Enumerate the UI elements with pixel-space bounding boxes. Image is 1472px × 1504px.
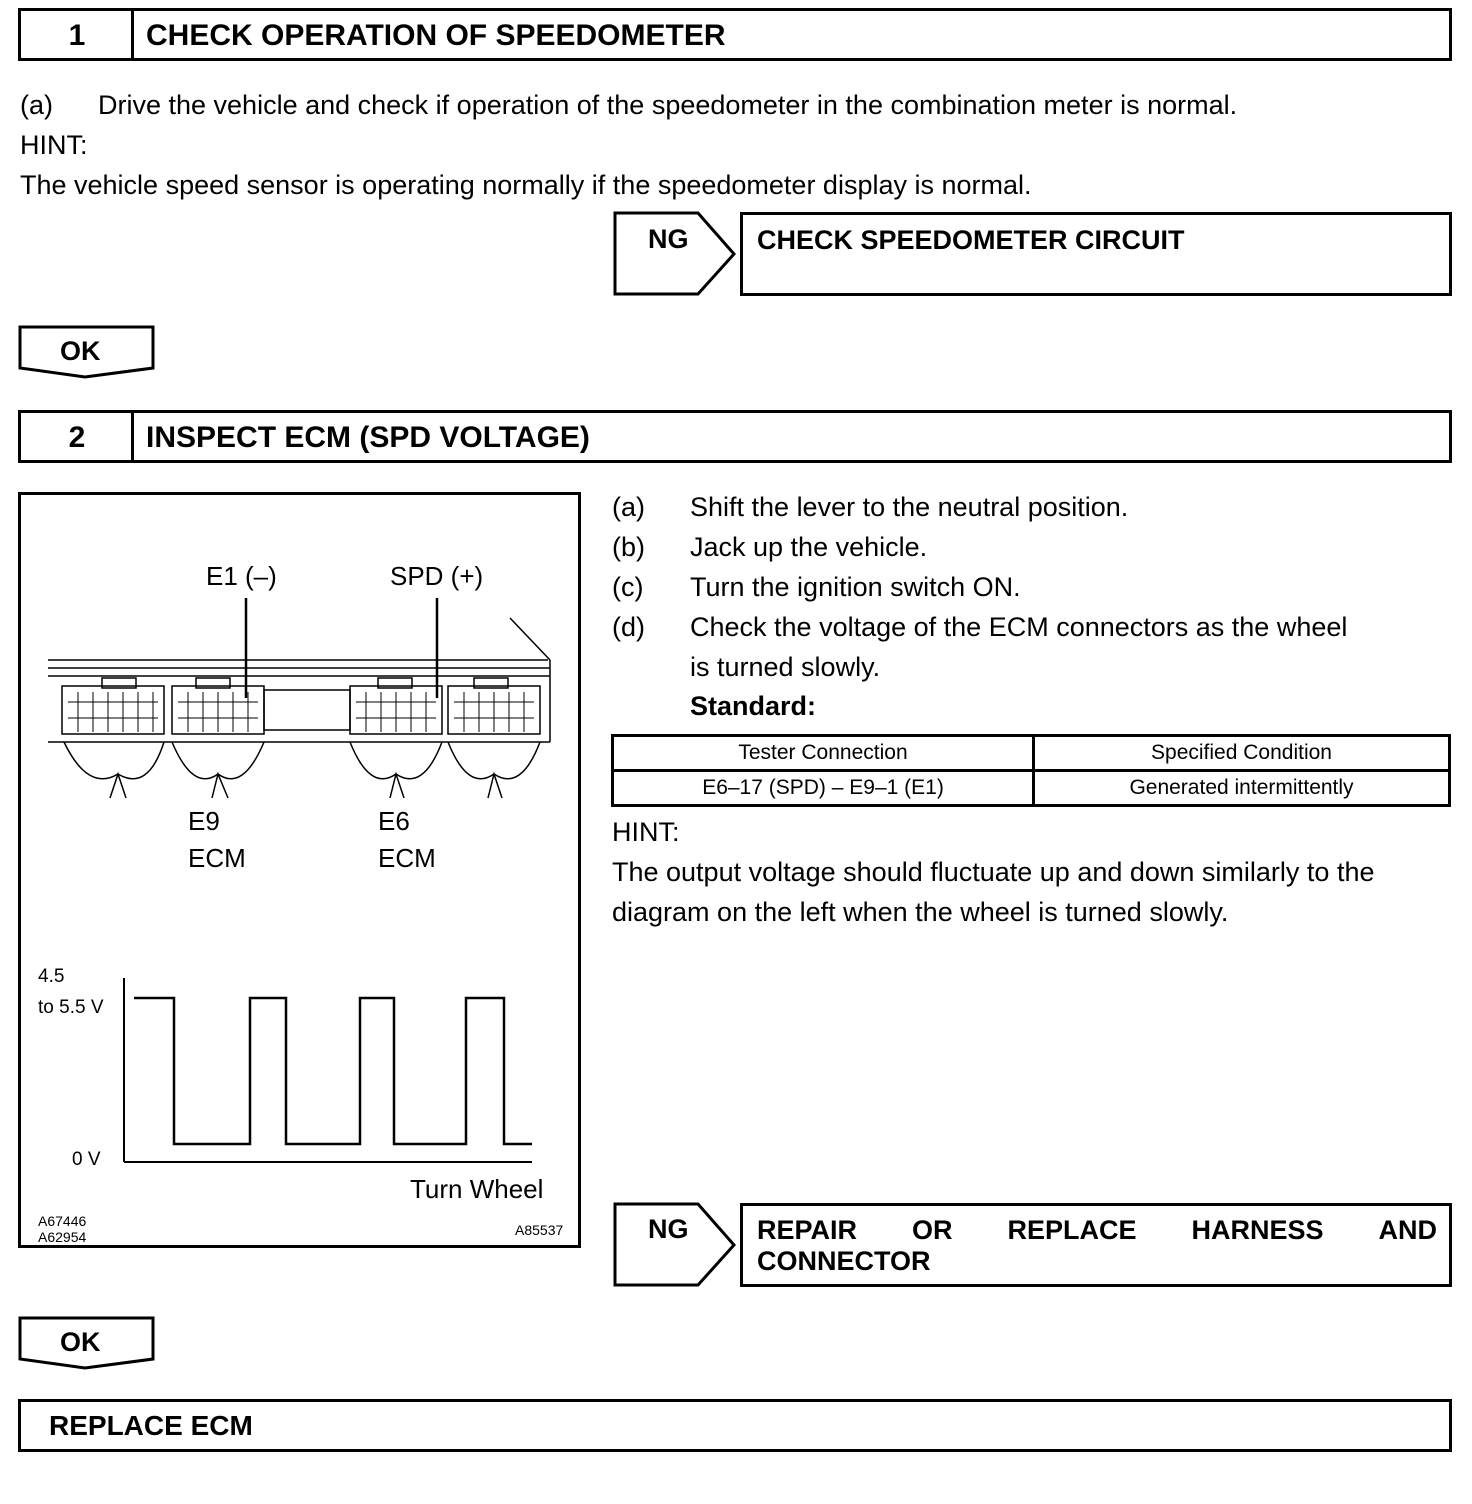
step2-ok-label: OK bbox=[60, 1327, 101, 1357]
step1-number: 1 bbox=[68, 19, 86, 52]
x-axis-label: Turn Wheel bbox=[410, 1174, 544, 1204]
table-row bbox=[613, 771, 1450, 806]
action-word: HARNESS bbox=[1191, 1215, 1324, 1245]
table-cell: Generated intermittently bbox=[1034, 771, 1450, 806]
table-header: Specified Condition bbox=[1034, 736, 1450, 771]
figure-code-1: A67446 bbox=[38, 1213, 87, 1229]
step1-a-label: (a) bbox=[20, 90, 53, 120]
step2-title: INSPECT ECM (SPD VOLTAGE) bbox=[146, 421, 590, 454]
specification-table bbox=[611, 734, 1451, 807]
step1-title: CHECK OPERATION OF SPEEDOMETER bbox=[146, 19, 726, 52]
step2-c-label: (c) bbox=[612, 572, 644, 602]
step1-hint-text: The vehicle speed sensor is operating normally if the speedometer display is normal. bbox=[20, 170, 1032, 200]
figure-code-2: A62954 bbox=[38, 1229, 87, 1245]
step2-hint-line1: The output voltage should fluctuate up and down similarly to the bbox=[612, 857, 1375, 887]
step1-ok-label: OK bbox=[60, 336, 101, 366]
final-action: REPLACE ECM bbox=[49, 1410, 253, 1441]
voltage-high-label-1: 4.5 bbox=[38, 966, 65, 987]
pin-e1-label: E1 (–) bbox=[206, 561, 277, 591]
ecm-left-label: ECM bbox=[188, 843, 246, 873]
step2-d-text: Check the voltage of the ECM connectors as the wheel bbox=[690, 612, 1348, 642]
step2-ng-action-line1 bbox=[757, 1215, 1437, 1246]
table-cell: E6–17 (SPD) – E9–1 (E1) bbox=[613, 771, 1034, 806]
table-header-row bbox=[613, 736, 1450, 771]
final-action-box bbox=[18, 1399, 1452, 1452]
step2-b-text: Jack up the vehicle. bbox=[690, 532, 928, 562]
action-word: OR bbox=[912, 1215, 953, 1245]
step2-hint-label: HINT: bbox=[612, 817, 680, 847]
step1-ng-label: NG bbox=[648, 224, 689, 254]
step2-a-label: (a) bbox=[612, 492, 645, 522]
figure-code-3: A85537 bbox=[515, 1222, 564, 1238]
step2-ng-action-line2: CONNECTOR bbox=[757, 1246, 931, 1276]
step2-hint-line2: diagram on the left when the wheel is turned slowly. bbox=[612, 897, 1229, 927]
step2-divider bbox=[131, 413, 134, 460]
step2-header bbox=[18, 410, 1452, 463]
step1-a-text: Drive the vehicle and check if operation of the speedometer in the combination meter is normal. bbox=[98, 90, 1238, 120]
step2-b-label: (b) bbox=[612, 532, 645, 562]
step2-ng-label: NG bbox=[648, 1214, 689, 1244]
step2-a-text: Shift the lever to the neutral position. bbox=[690, 492, 1129, 522]
step2-d-text-cont: is turned slowly. bbox=[690, 652, 881, 682]
connector-e9-label: E9 bbox=[188, 806, 220, 836]
action-word: AND bbox=[1378, 1215, 1437, 1245]
step1-header bbox=[18, 8, 1452, 61]
step2-ng-action-box bbox=[740, 1203, 1452, 1287]
action-word: REPAIR bbox=[757, 1215, 858, 1245]
step1-ng-action: CHECK SPEEDOMETER CIRCUIT bbox=[757, 225, 1185, 255]
step2-c-text: Turn the ignition switch ON. bbox=[690, 572, 1021, 602]
voltage-low-label: 0 V bbox=[72, 1149, 101, 1170]
pin-spd-label: SPD (+) bbox=[390, 561, 484, 591]
ecm-right-label: ECM bbox=[378, 843, 436, 873]
step2-d-label: (d) bbox=[612, 612, 645, 642]
connector-e6-label: E6 bbox=[378, 806, 410, 836]
voltage-high-label-2: to 5.5 V bbox=[38, 997, 104, 1018]
step1-ng-action-box bbox=[740, 212, 1452, 296]
step1-hint-label: HINT: bbox=[20, 130, 88, 160]
table-header: Tester Connection bbox=[613, 736, 1034, 771]
step2-number: 2 bbox=[68, 421, 86, 454]
step1-divider bbox=[131, 11, 134, 58]
action-word: REPLACE bbox=[1007, 1215, 1137, 1245]
standard-label: Standard: bbox=[690, 691, 817, 721]
ecm-diagram-drawing bbox=[18, 492, 581, 1248]
